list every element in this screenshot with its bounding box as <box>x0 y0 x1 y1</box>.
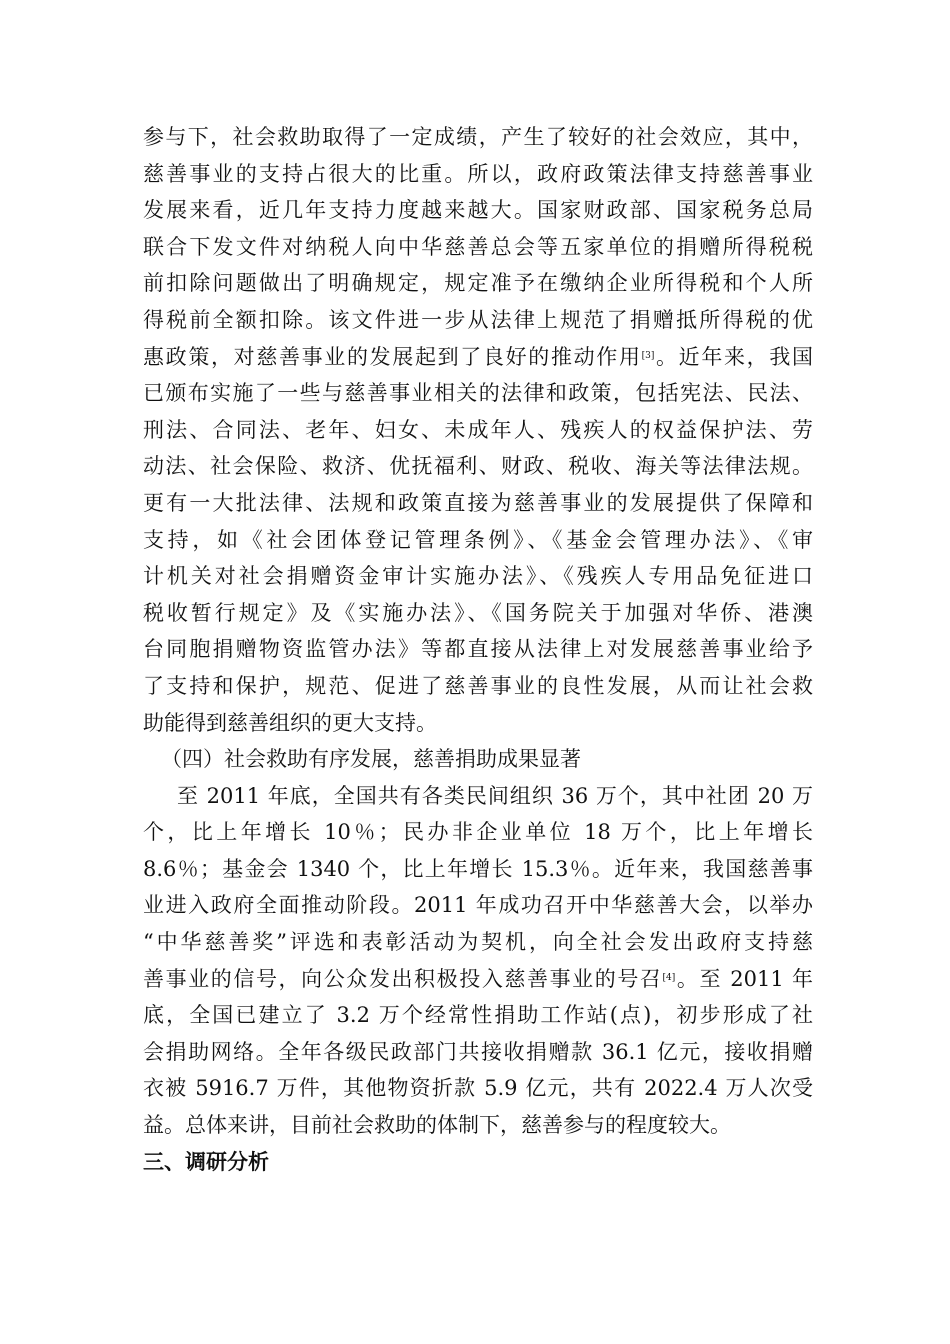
subsection-heading: （四）社会救助有序发展，慈善捐助成果显著 <box>161 747 581 772</box>
text-line: 刑法、合同法、老年、妇女、未成年人、残疾人的权益保护法、劳 <box>143 417 813 442</box>
text-line: 发展来看，近几年支持力度越来越大。国家财政部、国家税务总局 <box>143 198 813 223</box>
text-line: 业进入政府全面推动阶段。2011 年成功召开中华慈善大会，以举办 <box>143 893 813 918</box>
text-segment: 善事业的信号，向公众发出积极投入慈善事业的号召 <box>143 966 663 991</box>
text-line: 底，全国已建立了 3.2 万个经常性捐助工作站(点)，初步形成了社 <box>143 1003 813 1028</box>
document-body <box>143 119 813 1180</box>
text-line: 8.6％；基金会 1340 个，比上年增长 15.3％。近年来，我国慈善事 <box>143 856 813 881</box>
text-line-with-citation <box>143 961 813 998</box>
text-line: 慈善事业的支持占很大的比重。所以，政府政策法律支持慈善事业 <box>143 161 813 186</box>
paragraph-charity-law-support <box>143 119 813 741</box>
text-line: 支持，如《社会团体登记管理条例》、《基金会管理办法》、《审 <box>143 527 813 552</box>
text-line: 计机关对社会捐赠资金审计实施办法》、《残疾人专用品免征进口 <box>143 564 813 589</box>
text-line: 助能得到慈善组织的更大支持。 <box>143 710 437 735</box>
text-segment: 。近年来，我国 <box>654 344 814 369</box>
text-line: 参与下，社会救助取得了一定成绩，产生了较好的社会效应，其中， <box>143 125 813 149</box>
text-line: “中华慈善奖”评选和表彰活动为契机，向全社会发出政府支持慈 <box>143 930 813 955</box>
text-segment: 。至 2011 年 <box>675 966 813 991</box>
citation-ref-3: [3] <box>641 350 655 361</box>
text-line: 前扣除问题做出了明确规定，规定准予在缴纳企业所得税和个人所 <box>143 271 813 296</box>
text-line: 动法、社会保险、救济、优抚福利、财政、税收、海关等法律法规。 <box>143 454 813 479</box>
text-segment: 惠政策，对慈善事业的发展起到了良好的推动作用 <box>143 344 642 369</box>
section-heading: 三、调研分析 <box>143 1149 269 1174</box>
text-line: 已颁布实施了一些与慈善事业相关的法律和政策，包括宪法、民法、 <box>143 381 813 406</box>
text-line-with-citation <box>143 339 813 376</box>
paragraph-charity-statistics <box>143 778 813 1144</box>
text-line: 更有一大批法律、法规和政策直接为慈善事业的发展提供了保障和 <box>143 490 813 515</box>
text-line: 台同胞捐赠物资监管办法》等都直接从法律上对发展慈善事业给予 <box>143 637 813 662</box>
text-line: 了支持和保护，规范、促进了慈善事业的良性发展，从而让社会救 <box>143 673 813 698</box>
text-line: 益。总体来讲，目前社会救助的体制下，慈善参与的程度较大。 <box>143 1113 731 1138</box>
text-line: 个，比上年增长 10％；民办非企业单位 18 万个，比上年增长 <box>143 820 813 845</box>
text-line: 税收暂行规定》及《实施办法》、《国务院关于加强对华侨、港澳 <box>143 600 813 625</box>
text-line: 会捐助网络。全年各级民政部门共接收捐赠款 36.1 亿元，接收捐赠 <box>143 1039 813 1064</box>
text-line: 联合下发文件对纳税人向中华慈善总会等五家单位的捐赠所得税税 <box>143 234 813 259</box>
citation-ref-4: [4] <box>662 972 676 983</box>
text-line: 得税前全额扣除。该文件进一步从法律上规范了捐赠抵所得税的优 <box>143 307 813 332</box>
text-line: 至 2011 年底，全国共有各类民间组织 36 万个，其中社团 20 万 <box>177 783 813 808</box>
text-line: 衣被 5916.7 万件，其他物资折款 5.9 亿元，共有 2022.4 万人次受 <box>143 1076 813 1101</box>
